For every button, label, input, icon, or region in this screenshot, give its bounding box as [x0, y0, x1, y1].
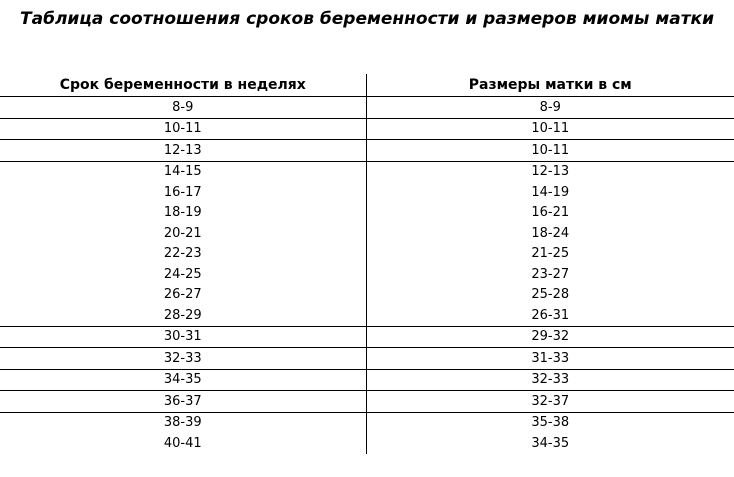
- table-row: [0, 244, 734, 265]
- table-body: [0, 97, 734, 454]
- header-weeks: Срок беременности в неделях: [0, 74, 366, 97]
- cell-size: 18-24: [531, 225, 570, 241]
- table-row: [0, 412, 734, 433]
- cell-size: 14-19: [531, 184, 570, 200]
- cell-weeks: 12-13: [0, 140, 366, 162]
- table-row: [0, 348, 734, 370]
- pregnancy-size-table: [0, 74, 734, 454]
- table-row: [0, 118, 734, 140]
- cell-weeks: 8-9: [0, 97, 366, 119]
- table-row: [0, 285, 734, 306]
- cell-weeks: 36-37: [0, 391, 366, 413]
- table-row: [0, 97, 734, 119]
- table-row: [0, 203, 734, 224]
- table-row: [0, 223, 734, 244]
- cell-size: 12-13: [366, 161, 734, 182]
- cell-size: 16-21: [531, 205, 570, 221]
- table-row: [0, 140, 734, 162]
- cell-size: 35-38: [366, 412, 734, 433]
- cell-size: 29-32: [366, 326, 734, 348]
- cell-weeks: 20-21: [0, 223, 366, 244]
- cell-weeks: 10-11: [0, 118, 366, 140]
- cell-size: 10-11: [366, 140, 734, 162]
- header-size: Размеры матки в см: [366, 74, 734, 97]
- cell-weeks: 16-17: [0, 182, 366, 203]
- pregnancy-size-table-container: [0, 74, 734, 454]
- cell-size: 23-27: [531, 266, 570, 282]
- table-row: [0, 161, 734, 182]
- cell-weeks: 34-35: [0, 369, 366, 391]
- cell-weeks: 22-23: [0, 244, 366, 265]
- table-row: [0, 182, 734, 203]
- cell-weeks: 26-27: [0, 285, 366, 306]
- cell-size: 32-33: [366, 369, 734, 391]
- table-row: [0, 326, 734, 348]
- table-row: [0, 391, 734, 413]
- cell-weeks: 28-29: [0, 305, 366, 326]
- cell-weeks: 38-39: [0, 412, 366, 433]
- cell-size: 25-28: [531, 287, 570, 303]
- table-row: [0, 264, 734, 285]
- table-row: [0, 369, 734, 391]
- cell-weeks: 30-31: [0, 326, 366, 348]
- cell-weeks: 24-25: [0, 264, 366, 285]
- cell-size: 26-31: [531, 307, 570, 323]
- cell-weeks: 40-41: [0, 433, 366, 454]
- page-title: Таблица соотношения сроков беременности и размеров миомы матки: [20, 9, 714, 29]
- cell-weeks: 18-19: [0, 203, 366, 224]
- table-row: [0, 305, 734, 326]
- table-header-row: [0, 74, 734, 97]
- cell-size: 8-9: [539, 99, 561, 115]
- cell-size: 21-25: [531, 246, 570, 262]
- cell-weeks: 14-15: [0, 161, 366, 182]
- cell-size: 32-37: [366, 391, 734, 413]
- cell-size: 10-11: [366, 118, 734, 140]
- table-row: [0, 433, 734, 454]
- cell-size: 34-35: [531, 435, 570, 451]
- cell-size: 31-33: [366, 348, 734, 370]
- cell-weeks: 32-33: [0, 348, 366, 370]
